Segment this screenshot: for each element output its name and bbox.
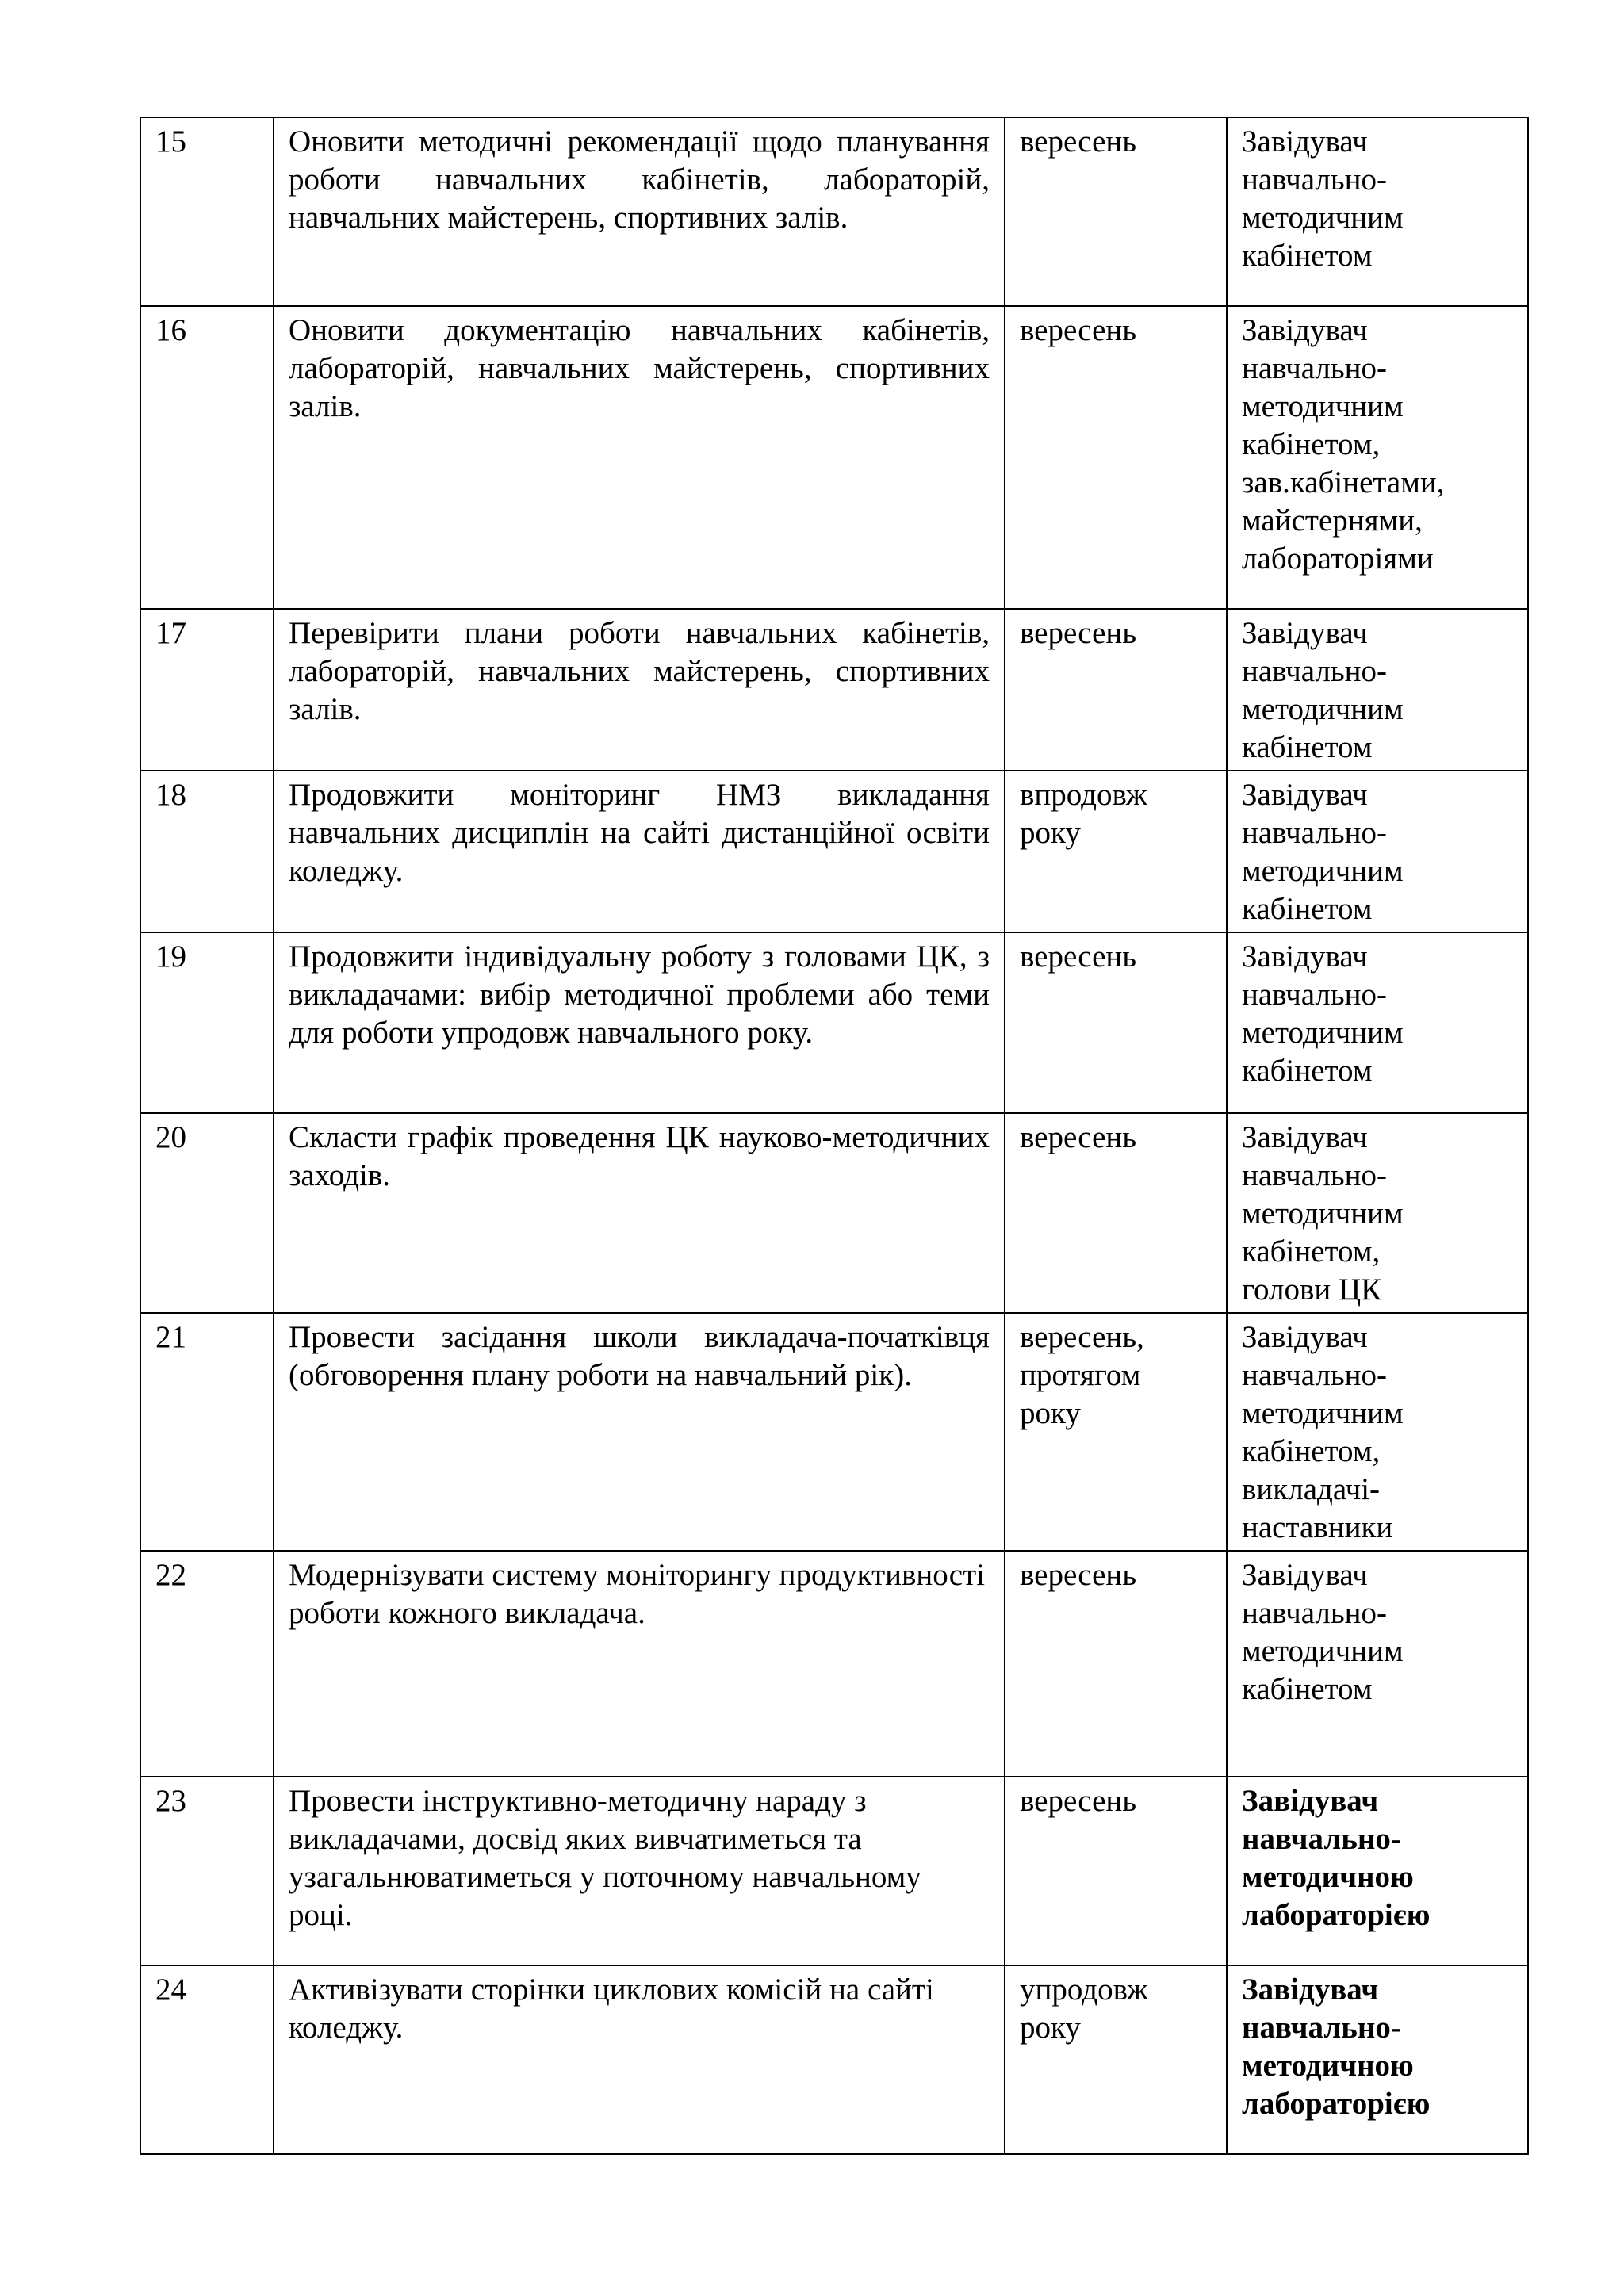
row-number: 21 (140, 1313, 274, 1551)
responsible-line: навчально- (1242, 163, 1387, 197)
term-cell (1005, 1777, 1227, 1965)
responsible-line: методичним (1242, 201, 1404, 235)
responsible-line: навчально- (1242, 978, 1387, 1012)
term-line: вересень (1020, 939, 1137, 974)
term-line: вересень (1020, 124, 1137, 159)
task-text: Оновити методичні рекомендації щодо планування роботи навчальних кабінетів, лабораторій, навчальних майстерень, спортивних залів. (274, 117, 1005, 306)
responsible-line: Завідувач (1242, 1973, 1379, 2007)
responsible-line: навчально- (1242, 1822, 1401, 1856)
responsible-cell (1227, 1313, 1528, 1551)
plan-table (140, 117, 1529, 2155)
responsible-line: кабінетом, (1242, 1434, 1381, 1468)
responsible-line: навчально- (1242, 1596, 1387, 1630)
responsible-line: навчально- (1242, 816, 1387, 850)
row-number: 24 (140, 1965, 274, 2154)
term-line: року (1020, 816, 1081, 850)
table-row (140, 771, 1528, 932)
task-text: Провести засідання школи викладача-початківця (обговорення плану роботи на навчальний рік). (274, 1313, 1005, 1551)
responsible-line: викладачі- (1242, 1472, 1381, 1506)
term-line: упродовж (1020, 1973, 1148, 2007)
responsible-line: методичною (1242, 2049, 1414, 2083)
table-row (140, 1551, 1528, 1777)
term-line: вересень (1020, 616, 1137, 650)
task-text: Перевірити плани роботи навчальних кабінетів, лабораторій, навчальних майстерень, спортивних залів. (274, 609, 1005, 771)
responsible-line: лабораторією (1242, 1898, 1431, 1932)
responsible-line: методичним (1242, 854, 1404, 888)
responsible-cell (1227, 609, 1528, 771)
row-number: 19 (140, 932, 274, 1113)
responsible-line: кабінетом, (1242, 427, 1381, 461)
row-number: 20 (140, 1113, 274, 1313)
responsible-line: Завідувач (1242, 313, 1368, 347)
row-number: 17 (140, 609, 274, 771)
task-text: Скласти графік проведення ЦК науково-методичних заходів. (274, 1113, 1005, 1313)
task-text: Продовжити моніторинг НМЗ викладання навчальних дисциплін на сайті дистанційної освіти коледжу. (274, 771, 1005, 932)
row-number: 23 (140, 1777, 274, 1965)
task-text: Оновити документацію навчальних кабінетів, лабораторій, навчальних майстерень, спортивних залів. (274, 306, 1005, 609)
task-text: Модернізувати системy моніторингу продуктивності роботи кожного викладача. (274, 1551, 1005, 1777)
term-cell (1005, 1551, 1227, 1777)
responsible-line: навчально- (1242, 654, 1387, 688)
responsible-line: Завідувач (1242, 616, 1368, 650)
responsible-line: методичним (1242, 389, 1404, 423)
table-row (140, 1777, 1528, 1965)
responsible-line: методичним (1242, 1196, 1404, 1230)
plan-table-body (140, 117, 1528, 2154)
responsible-line: майстернями, (1242, 503, 1423, 538)
responsible-line: наставники (1242, 1510, 1393, 1544)
table-row (140, 306, 1528, 609)
responsible-line: Завідувач (1242, 1558, 1368, 1592)
responsible-line: навчально- (1242, 1158, 1387, 1192)
responsible-line: навчально- (1242, 351, 1387, 385)
term-line: вересень (1020, 1120, 1137, 1154)
responsible-line: кабінетом (1242, 1672, 1373, 1706)
responsible-cell (1227, 1777, 1528, 1965)
responsible-cell (1227, 932, 1528, 1113)
table-row (140, 1965, 1528, 2154)
term-line: протягом (1020, 1358, 1141, 1392)
responsible-line: кабінетом (1242, 892, 1373, 926)
responsible-line: кабінетом (1242, 239, 1373, 273)
row-number: 15 (140, 117, 274, 306)
responsible-line: методичним (1242, 1396, 1404, 1430)
row-number: 18 (140, 771, 274, 932)
responsible-line: кабінетом, (1242, 1234, 1381, 1269)
responsible-line: методичним (1242, 1634, 1404, 1668)
responsible-line: лабораторією (1242, 2087, 1431, 2121)
term-line: впродовж (1020, 778, 1147, 812)
responsible-line: кабінетом (1242, 730, 1373, 764)
task-text: Активізувати сторінки циклових комісій на сайті коледжу. (274, 1965, 1005, 2154)
responsible-line: Завідувач (1242, 939, 1368, 974)
term-cell (1005, 1113, 1227, 1313)
responsible-cell (1227, 306, 1528, 609)
term-line: вересень (1020, 1784, 1137, 1818)
term-cell (1005, 609, 1227, 771)
term-cell (1005, 117, 1227, 306)
responsible-line: Завідувач (1242, 1320, 1368, 1354)
responsible-line: Завідувач (1242, 1784, 1379, 1818)
responsible-line: Завідувач (1242, 778, 1368, 812)
responsible-line: методичним (1242, 1016, 1404, 1050)
table-row (140, 932, 1528, 1113)
table-row (140, 609, 1528, 771)
responsible-line: лабораторіями (1242, 541, 1434, 576)
responsible-line: Завідувач (1242, 124, 1368, 159)
responsible-line: методичним (1242, 692, 1404, 726)
row-number: 22 (140, 1551, 274, 1777)
term-cell (1005, 771, 1227, 932)
responsible-line: Завідувач (1242, 1120, 1368, 1154)
responsible-cell (1227, 117, 1528, 306)
term-cell (1005, 932, 1227, 1113)
term-line: вересень (1020, 1558, 1137, 1592)
term-line: вересень, (1020, 1320, 1144, 1354)
term-line: року (1020, 2011, 1081, 2045)
row-number: 16 (140, 306, 274, 609)
responsible-cell (1227, 771, 1528, 932)
table-row (140, 1113, 1528, 1313)
task-text: Продовжити індивідуальну роботу з головами ЦК, з викладачами: вибір методичної проблеми або теми для роботи упродовж навчального року. (274, 932, 1005, 1113)
responsible-line: навчально- (1242, 1358, 1387, 1392)
table-row (140, 1313, 1528, 1551)
responsible-line: голови ЦК (1242, 1272, 1382, 1307)
term-line: року (1020, 1396, 1081, 1430)
term-cell (1005, 1965, 1227, 2154)
responsible-line: кабінетом (1242, 1054, 1373, 1088)
term-cell (1005, 1313, 1227, 1551)
term-line: вересень (1020, 313, 1137, 347)
responsible-cell (1227, 1551, 1528, 1777)
term-cell (1005, 306, 1227, 609)
responsible-line: зав.кабінетами, (1242, 465, 1445, 499)
responsible-line: навчально- (1242, 2011, 1401, 2045)
table-row (140, 117, 1528, 306)
responsible-line: методичною (1242, 1860, 1414, 1894)
responsible-cell (1227, 1113, 1528, 1313)
task-text: Провести інструктивно-методичну нараду з викладачами, досвід яких вивчатиметься та узагальнюватиметься у поточному навчальному році. (274, 1777, 1005, 1965)
responsible-cell (1227, 1965, 1528, 2154)
